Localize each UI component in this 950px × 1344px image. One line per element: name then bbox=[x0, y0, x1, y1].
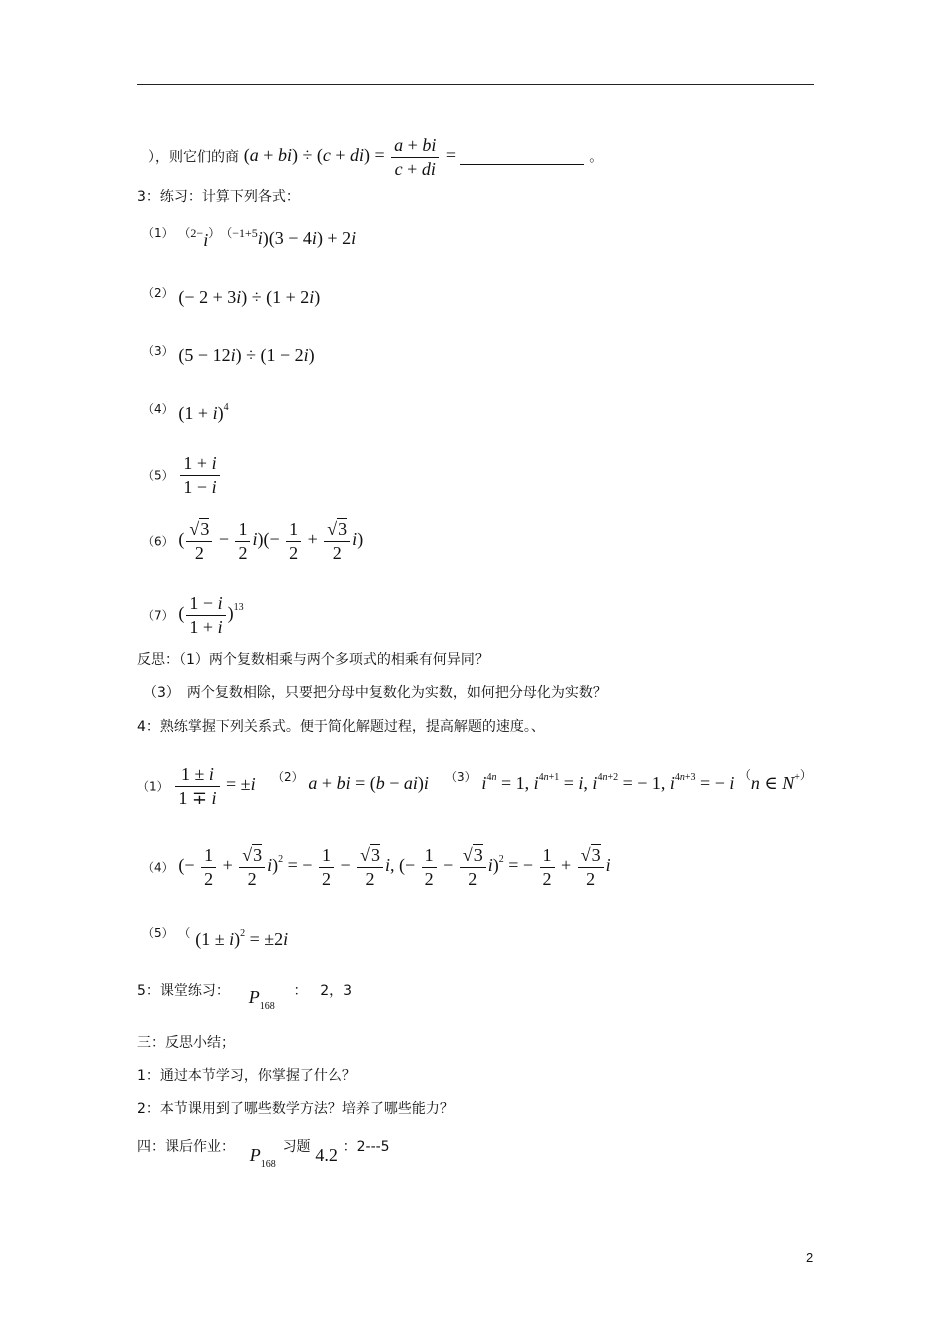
identity-4-label: （4） bbox=[142, 860, 174, 875]
homework-exercise-word: 习题 bbox=[282, 1139, 311, 1155]
homework-title: 四：课后作业： bbox=[137, 1139, 235, 1155]
identity-3-formula: $i^{4n} = 1$, $i^{4n+1} = i$, $i^{4n+2}$ = − 1, $i^{4n+3}$ = − i （n ∈ N+） bbox=[481, 768, 812, 793]
exercise-3-label: （3） bbox=[142, 344, 174, 358]
identity-3-label: （3） bbox=[445, 770, 477, 784]
quotient-prefix: ），则它们的商 bbox=[148, 149, 239, 166]
section5: 5：课堂练习： $P_{168}$ ： 2，3 bbox=[137, 983, 353, 1012]
exercise-5-formula: $\frac{1 + i}{1 - i}$ bbox=[178, 463, 221, 483]
homework-exercise-num: 4.2 bbox=[315, 1145, 338, 1165]
summary-q1: 1：通过本节学习，你掌握了什么？ bbox=[137, 1068, 356, 1084]
exercise-6 bbox=[142, 518, 363, 564]
identity-4 bbox=[142, 844, 611, 890]
identity-2 bbox=[272, 766, 429, 793]
homework bbox=[137, 1136, 390, 1170]
exercise-6-formula: ( $\frac{√3}{2}$ − $\frac{1}{2}$ i)(− $\frac{1}{2}$ + $\frac{√3}{2}$ i) bbox=[178, 519, 364, 563]
section4-title: 4：熟练掌握下列关系式。便于简化解题过程，提高解题的速度。、 bbox=[137, 719, 545, 735]
exercise-1 bbox=[142, 222, 357, 250]
answer-blank[interactable] bbox=[460, 150, 584, 165]
page-number: 2 bbox=[806, 1250, 814, 1265]
identity-1 bbox=[137, 763, 256, 809]
exercise-7-formula: ( $\frac{1 - i}{1 + i}$ )$^{13}$ bbox=[178, 593, 244, 637]
identity-2-formula: a + bi = (b − ai)i bbox=[308, 773, 429, 793]
reflection-line-1: 反思：（1）两个复数相乘与两个多项式的相乘有何异同？ bbox=[137, 652, 489, 668]
homework-range: ：2---5 bbox=[342, 1139, 390, 1155]
exercise-4-label: （4） bbox=[142, 402, 174, 416]
section5-problems: 2，3 bbox=[320, 983, 353, 999]
header-rule bbox=[137, 84, 814, 85]
homework-page-ref: $P_{168}$ bbox=[249, 1145, 276, 1170]
section3-title: 3：练习：计算下列各式： bbox=[137, 189, 300, 205]
exercise-4 bbox=[142, 398, 229, 423]
identity-1-label: （1） bbox=[137, 779, 169, 794]
exercise-5-label: （5） bbox=[142, 468, 174, 483]
identity-5-formula: $(1 \pm i)^2 = \pm 2i$ bbox=[195, 928, 289, 949]
quotient-line bbox=[148, 134, 603, 180]
exercise-7-label: （7） bbox=[142, 608, 174, 623]
identity-5-label: （5） bbox=[142, 926, 174, 940]
summary-title: 三：反思小结； bbox=[137, 1035, 235, 1051]
identity-2-label: （2） bbox=[272, 770, 304, 784]
exercise-3 bbox=[142, 340, 315, 365]
exercise-7 bbox=[142, 592, 244, 638]
quotient-end: 。 bbox=[589, 149, 604, 166]
exercise-2-formula: (− 2 + 3i) ÷ (1 + 2i) bbox=[178, 287, 321, 307]
section5-page-ref: $P_{168}$ bbox=[248, 987, 275, 1012]
exercise-1-formula: （2−i） （−1+5i)(3 − 4i) + 2i bbox=[178, 226, 357, 250]
section5-title: 5：课堂练习： bbox=[137, 983, 230, 999]
identity-5: （5） （ $(1 \pm i)^2 = \pm 2i$ bbox=[142, 926, 289, 949]
exercise-6-label: （6） bbox=[142, 534, 174, 549]
exercise-2 bbox=[142, 282, 321, 307]
reflection-line-2: （3） 两个复数相除，只要把分母中复数化为实数，如何把分母化为实数？ bbox=[143, 685, 607, 701]
identity-1-formula: $\frac{1 \pm i}{1 \mp i}$ = ±i bbox=[173, 774, 255, 794]
identity-3 bbox=[445, 766, 812, 793]
summary-q2: 2：本节课用到了哪些数学方法？培养了哪些能力？ bbox=[137, 1101, 454, 1117]
exercise-5 bbox=[142, 452, 222, 498]
exercise-2-label: （2） bbox=[142, 286, 174, 300]
exercise-4-formula: $(1 + i)^4$ bbox=[178, 402, 229, 423]
exercise-1-label: （1） bbox=[142, 226, 174, 240]
exercise-3-formula: (5 − 12i) ÷ (1 − 2i) bbox=[178, 345, 315, 365]
identity-4-formula: (− $\frac{1}{2}$ + $\frac{√3}{2}$ i)$^2$ = − $\frac{1}{2}$ − $\frac{√3}{2}$ i, (− $\frac{1}{2}$ − $\frac{√3}{2}$ i)$^2$ = − $\frac{1}{2}$ + $\frac{√3}{2}$ i bbox=[178, 845, 611, 889]
quotient-formula: (a + bi) ÷ (c + di) = $\frac{a + bi}{c + di}$ = bbox=[243, 135, 461, 179]
